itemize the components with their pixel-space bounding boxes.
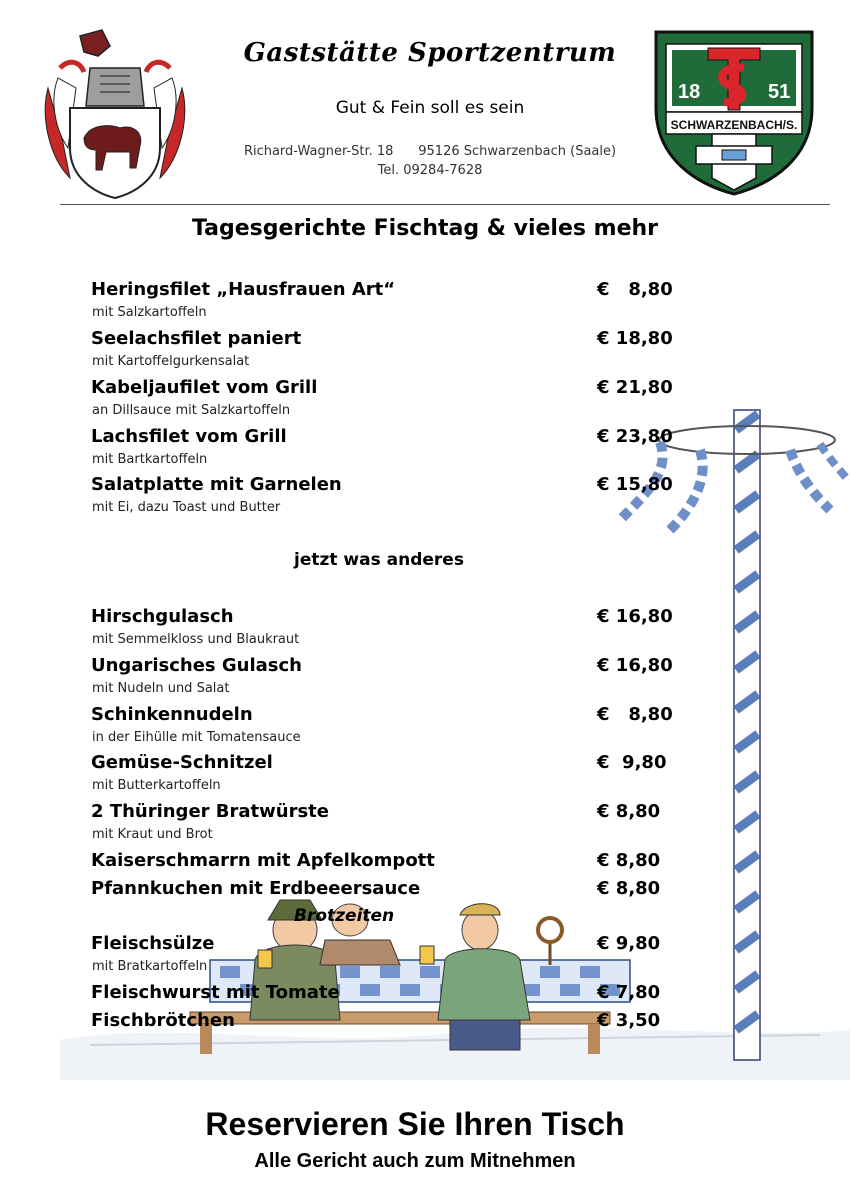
menu-item-name: Fischbrötchen — [91, 1010, 235, 1031]
section-title-other: jetzt was anderes — [294, 550, 464, 570]
menu-item-price: € 23,80 — [597, 426, 673, 447]
header-divider — [60, 204, 830, 205]
menu-item-desc: mit Nudeln und Salat — [92, 681, 230, 696]
menu-item-price: € 8,80 — [597, 801, 661, 822]
menu-item-desc: mit Bartkartoffeln — [92, 452, 208, 467]
menu-item-price: € 9,80 — [597, 752, 667, 773]
badge-year-left: 18 — [678, 81, 701, 103]
menu-item-price: € 15,80 — [597, 474, 673, 495]
address: Richard-Wagner-Str. 18 95126 Schwarzenbach (Saale) — [243, 144, 617, 159]
section-title-brotzeiten: Brotzeiten — [294, 906, 395, 926]
menu-item-name: Ungarisches Gulasch — [91, 655, 302, 676]
menu-item-desc: mit Bratkartoffeln — [92, 959, 208, 974]
menu-item-name: Gemüse-Schnitzel — [91, 752, 273, 773]
menu-item-desc: mit Ei, dazu Toast und Butter — [92, 500, 281, 515]
badge-club-name: SCHWARZENBACH/S. — [670, 118, 798, 132]
menu-item-name: Kaiserschmarrn mit Apfelkompott — [91, 850, 435, 871]
slogan: Gut & Fein soll es sein — [335, 98, 525, 118]
reservation-note: Reservieren Sie Ihren Tisch — [205, 1106, 625, 1142]
badge-year-right: 51 — [768, 81, 791, 103]
menu-item-desc: mit Butterkartoffeln — [92, 778, 221, 793]
menu-item-price: € 8,80 — [597, 704, 673, 725]
menu-item-desc: mit Semmelkloss und Blaukraut — [92, 632, 300, 647]
menu-item-price: € 3,50 — [597, 1010, 661, 1031]
menu-item-name: Salatplatte mit Garnelen — [91, 474, 342, 495]
phone-number: Tel. 09284-7628 — [377, 163, 483, 178]
restaurant-name: Gaststätte Sportzentrum — [243, 38, 617, 68]
menu-item-desc: an Dillsauce mit Salzkartoffeln — [92, 403, 291, 418]
menu-item-price: € 21,80 — [597, 377, 673, 398]
menu-item-price: € 18,80 — [597, 328, 673, 349]
menu-item-price: € 16,80 — [597, 606, 673, 627]
menu-item-name: Heringsfilet „Hausfrauen Art“ — [91, 279, 396, 300]
menu-item-price: € 8,80 — [597, 850, 661, 871]
menu-item-desc: mit Salzkartoffeln — [92, 305, 207, 320]
menu-item-price: € 8,80 — [597, 878, 661, 899]
menu-item-price: € 16,80 — [597, 655, 673, 676]
menu-item-name: Kabeljaufilet vom Grill — [91, 377, 318, 398]
menu-item-name: Pfannkuchen mit Erdbeeersauce — [91, 878, 421, 899]
menu-item-name: Lachsfilet vom Grill — [91, 426, 287, 447]
menu-headline: Tagesgerichte Fischtag & vieles mehr — [192, 216, 658, 241]
menu-item-name: Seelachsfilet paniert — [91, 328, 302, 349]
menu-item-name: 2 Thüringer Bratwürste — [91, 801, 329, 822]
menu-item-name: Schinkennudeln — [91, 704, 253, 725]
menu-item-desc: in der Eihülle mit Tomatensauce — [92, 730, 301, 745]
menu-item-name: Hirschgulasch — [91, 606, 234, 627]
menu-item-name: Fleischwurst mit Tomate — [91, 982, 340, 1003]
menu-item-price: € 9,80 — [597, 933, 661, 954]
takeaway-note: Alle Gericht auch zum Mitnehmen — [254, 1150, 576, 1172]
menu-item-desc: mit Kartoffelgurkensalat — [92, 354, 250, 369]
menu-item-price: € 8,80 — [597, 279, 673, 300]
menu-item-name: Fleischsülze — [91, 933, 215, 954]
club-badge-icon — [652, 28, 816, 196]
menu-item-price: € 7,80 — [597, 982, 661, 1003]
menu-item-desc: mit Kraut und Brot — [92, 827, 213, 842]
coat-of-arms-icon — [40, 28, 190, 200]
